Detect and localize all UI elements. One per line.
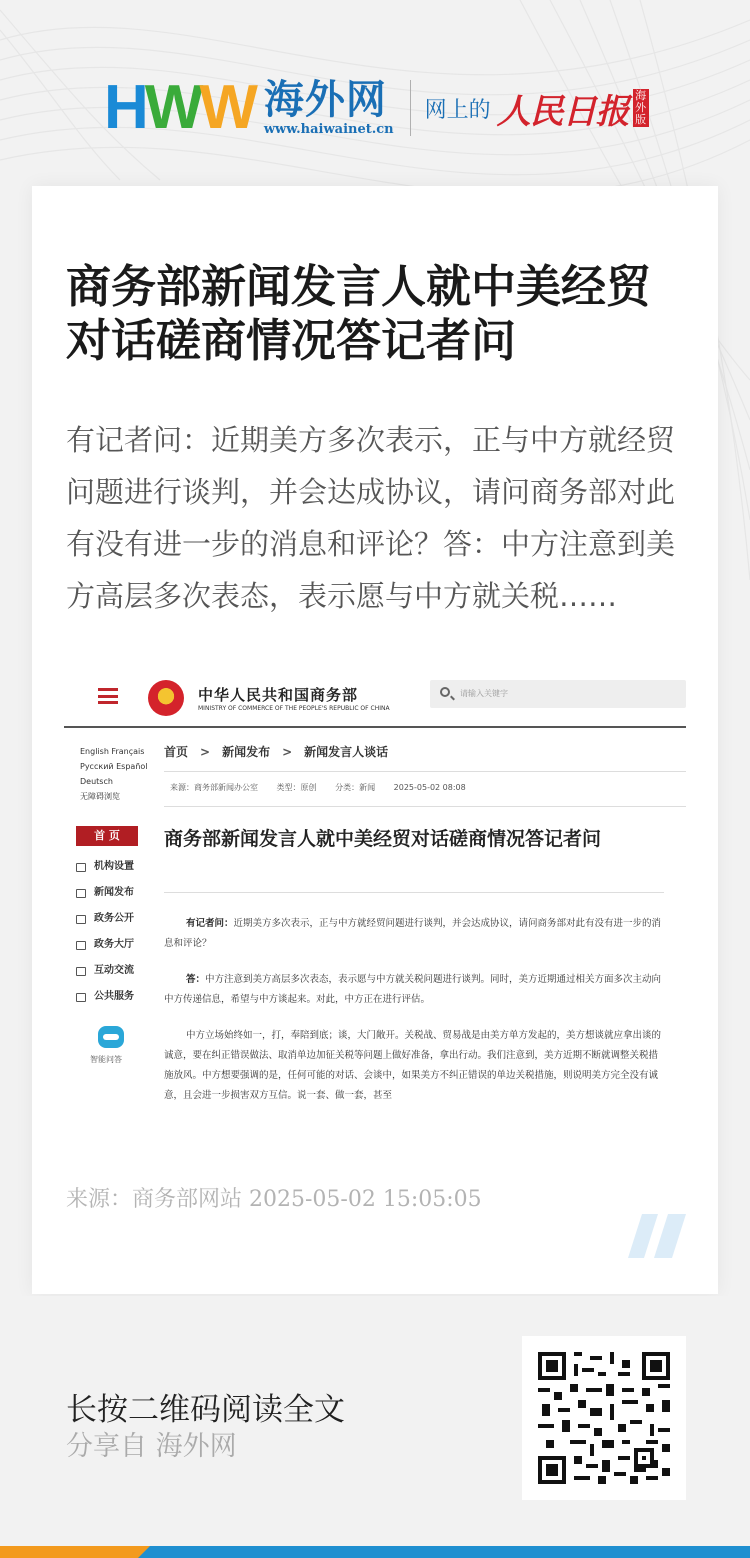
- home-nav-item: 首 页: [76, 826, 138, 846]
- ministry-header: [64, 670, 686, 728]
- nav-item-icon: [76, 863, 86, 872]
- answer-paragraph: 答：中方注意到美方高层多次表态，表示愿与中方就关税问题进行谈判。同时，美方近期通过相关方面多次主动向中方传递信息，希望与中方谈起来。对此，中方正在进行评估。: [164, 974, 662, 1005]
- meta-category: 分类：新闻: [335, 783, 376, 792]
- bottom-color-bar: [0, 1546, 750, 1558]
- meta-divider: [164, 806, 686, 807]
- screenshot-article-title: 商务部新闻发言人就中美经贸对话磋商情况答记者问: [164, 828, 602, 850]
- side-nav-item: 政务大厅: [76, 932, 156, 958]
- meta-source: 来源：商务部新闻办公室: [170, 783, 258, 792]
- national-emblem-icon: [148, 680, 184, 716]
- on-web-label: 网上的: [424, 97, 491, 123]
- nav-item-icon: [76, 993, 86, 1002]
- share-source: 分享自 海外网: [66, 1431, 237, 1462]
- assistant-label: 智能问答: [90, 1055, 122, 1064]
- nav-item-icon: [76, 967, 86, 976]
- newspaper-logo: 人民日报: [496, 91, 629, 132]
- nav-item-icon: [76, 941, 86, 950]
- site-url: www.haiwainet.cn: [263, 121, 394, 137]
- side-nav-item: 机构设置: [76, 854, 156, 880]
- article-summary: 有记者问：近期美方多次表示，正与中方就经贸问题进行谈判，并会达成协议，请问商务部对此有没有进一步的消息和评论？答：中方注意到美方高层多次表态，表示愿与中方就关税……: [66, 423, 676, 613]
- article-screenshot: [64, 670, 686, 1140]
- language-links: [80, 744, 150, 804]
- breadcrumb-item: 首页: [164, 745, 189, 759]
- chevron-right-icon: >: [282, 745, 293, 759]
- question-paragraph: 有记者问：近期美方多次表示，正与中方就经贸问题进行谈判，并会达成协议，请问商务部对此有没有进一步的消息和评论？: [164, 918, 662, 949]
- breadcrumb-item: 新闻发布: [222, 745, 271, 759]
- chevron-right-icon: >: [200, 745, 211, 759]
- decorative-slashes-icon: [628, 1214, 692, 1258]
- logo-letter: W: [199, 73, 254, 142]
- breadcrumb-item: 新闻发言人谈话: [304, 745, 389, 759]
- brand-header: [104, 73, 649, 142]
- language-item: 无障碍浏览: [80, 792, 120, 801]
- brand-divider: [410, 80, 411, 136]
- site-name-block: [263, 76, 394, 137]
- search-placeholder: 请输入关键字: [460, 689, 508, 698]
- edition-badge: 海外版: [633, 89, 649, 127]
- meta-type: 类型：原创: [276, 783, 317, 792]
- body-paragraph: 中方立场始终如一，打，奉陪到底；谈，大门敞开。关税战、贸易战是由美方单方发起的，美方想谈就应拿出谈的诚意，要在纠正错误做法、取消单边加征关税等问题上做好准备，拿出行动。我们注意到，美方近期不断就调整关税措施放风。中方想要强调的是，任何可能的对话、会谈中，如果美方不纠正错误的单边关税措施，则说明美方完全没有诚意，且会进一步损害双方互信。说一套、做一套，甚至: [164, 1030, 662, 1101]
- ministry-name-en: MINISTRY OF COMMERCE OF THE PEOPLE'S REPUBLIC OF CHINA: [198, 705, 390, 712]
- qr-code[interactable]: [522, 1336, 686, 1500]
- qr-code-icon: [538, 1352, 670, 1484]
- nav-item-icon: [76, 915, 86, 924]
- search-icon: [440, 687, 450, 697]
- side-nav-item: 公共服务: [76, 984, 156, 1010]
- assistant-robot-icon: [98, 1026, 124, 1048]
- share-footer: [0, 1296, 750, 1542]
- article-meta: [170, 782, 482, 793]
- ministry-name: 中华人民共和国商务部: [198, 686, 359, 704]
- ministry-search-box: [430, 680, 686, 708]
- breadcrumb: [164, 732, 686, 772]
- logo-letter: H: [104, 73, 145, 142]
- site-name: 海外网: [263, 76, 387, 123]
- title-divider: [164, 892, 664, 893]
- article-title: 商务部新闻发言人就中美经贸对话磋商情况答记者问: [66, 260, 652, 367]
- bottom-bar-orange-segment: [0, 1546, 150, 1558]
- side-nav-item: 政务公开: [76, 906, 156, 932]
- language-item: Русский Español: [80, 762, 148, 771]
- article-card[interactable]: [32, 186, 718, 1294]
- nav-item-icon: [76, 889, 86, 898]
- language-item: English Français: [80, 747, 145, 756]
- screenshot-article-body: [164, 914, 664, 1122]
- ministry-side-nav: [76, 854, 156, 1010]
- side-nav-item: 互动交流: [76, 958, 156, 984]
- qr-call-to-action: 长按二维码阅读全文: [66, 1392, 345, 1428]
- logo-letter: W: [144, 73, 200, 142]
- hww-logo: [104, 73, 254, 142]
- source-and-time: 来源：商务部网站 2025-05-02 15:05:05: [66, 1187, 482, 1212]
- language-item: Deutsch: [80, 777, 113, 786]
- menu-icon: [98, 688, 118, 704]
- side-nav-item: 新闻发布: [76, 880, 156, 906]
- meta-date: 2025-05-02 08:08: [393, 783, 466, 792]
